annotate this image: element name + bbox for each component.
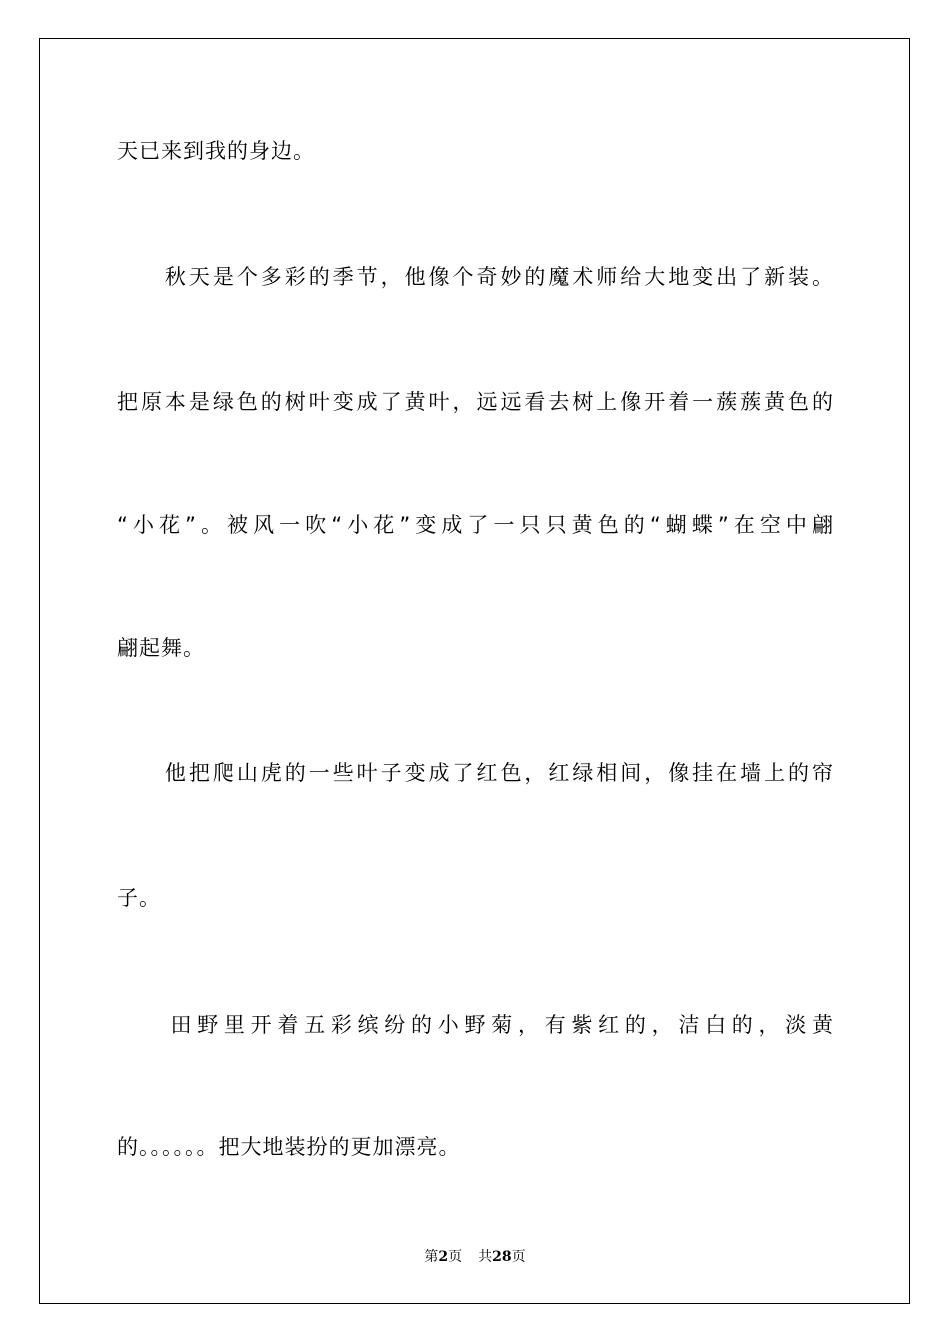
text-line: “小花”。被风一吹“小花”变成了一只只黄色的“蝴蝶”在空中翩 xyxy=(117,513,833,537)
footer-total-pages: 28 xyxy=(492,1249,512,1265)
text-line: 天已来到我的身边。 xyxy=(117,139,315,163)
page-footer xyxy=(0,1247,950,1267)
text-line: 子。 xyxy=(117,886,161,910)
text-line: 把原本是绿色的树叶变成了黄叶，远远看去树上像开着一蔟蔟黄色的 xyxy=(117,390,833,414)
footer-total-prefix: 共 xyxy=(478,1249,493,1265)
text-line: 翩起舞。 xyxy=(117,636,205,660)
text-line: 的。。。。。。把大地装扮的更加漂亮。 xyxy=(117,1135,461,1159)
text-line: 他把爬山虎的一些叶子变成了红色，红绿相间，像挂在墙上的帘 xyxy=(117,761,833,785)
text-line: 秋天是个多彩的季节，他像个奇妙的魔术师给大地变出了新装。 xyxy=(117,265,833,289)
footer-page-prefix: 第 xyxy=(424,1249,439,1265)
footer-page-suffix: 页 xyxy=(448,1249,463,1265)
text-line: 田野里开着五彩缤纷的小野菊，有紫红的，洁白的，淡黄 xyxy=(117,1013,833,1037)
footer-total-suffix: 页 xyxy=(511,1249,526,1265)
page-border xyxy=(39,38,910,1304)
footer-page-number: 2 xyxy=(438,1249,449,1265)
